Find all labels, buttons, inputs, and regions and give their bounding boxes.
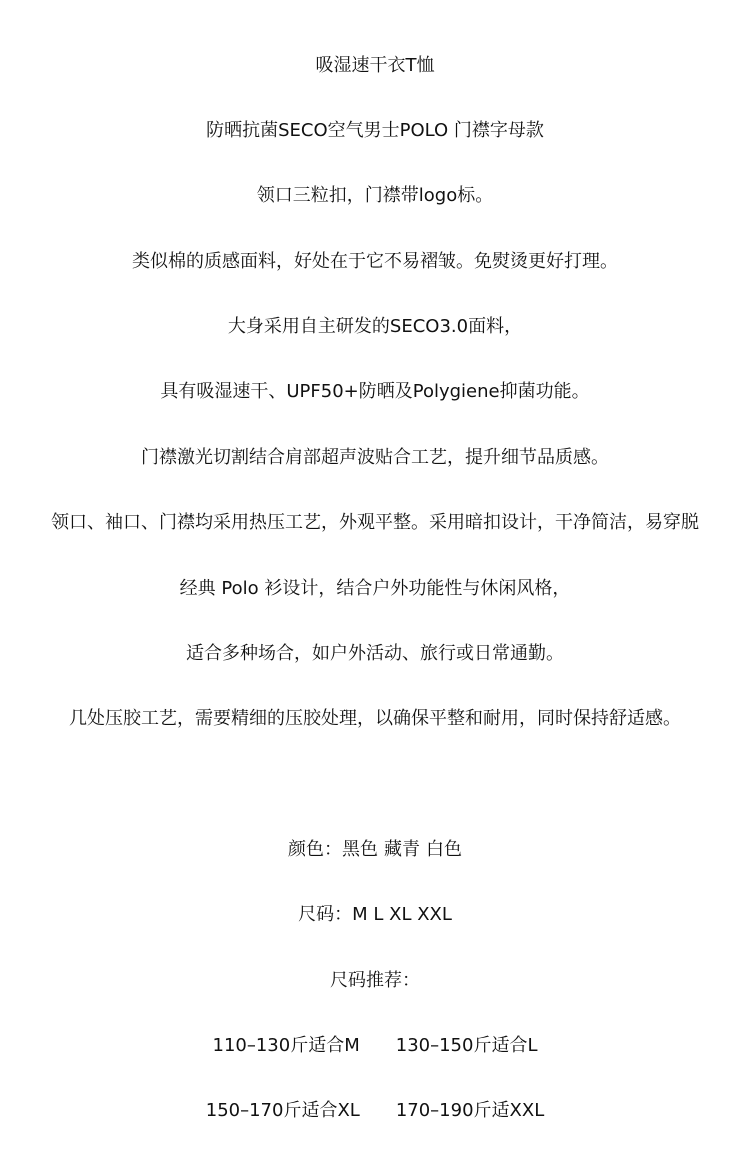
description-line: 几处压胶工艺，需要精细的压胶处理，以确保平整和耐用，同时保持舒适感。 [69,708,681,729]
description-line: 经典 Polo 衫设计，结合户外功能性与休闲风格， [179,578,571,599]
color-option: 黑色 [342,839,378,860]
size-recommendation: 150–170斤适合XL [205,1100,360,1121]
size-recommend-label: 尺码推荐： [330,970,420,991]
color-option: 白色 [426,839,462,860]
description-line: 类似棉的质感面料，好处在于它不易褶皱。免熨烫更好打理。 [132,251,618,272]
size-recommend-row [0,1034,750,1058]
size-recommendation: 130–150斤适合L [395,1035,538,1056]
size-recommendation: 170–190斤适XXL [395,1100,545,1121]
size-recommend-row [0,1099,750,1123]
size-label: 尺码： [298,904,353,925]
description-line: 大身采用自主研发的SECO3.0面料， [227,316,523,337]
color-options [0,838,750,862]
product-name: 防晒抗菌SECO空气男士POLO 门襟字母款 [206,120,544,141]
product-category-title: 吸湿速干衣T恤 [315,55,435,76]
color-option: 藏青 [384,839,420,860]
description-line: 具有吸湿速干、UPF50+防晒及Polygiene抑菌功能。 [160,381,590,402]
description-line: 领口三粒扣，门襟带logo标。 [256,185,494,206]
size-recommendation: 110–130斤适合M [212,1035,360,1056]
description-line: 适合多种场合，如户外活动、旅行或日常通勤。 [186,643,564,664]
size-values: M L XL XXL [352,904,452,925]
color-label: 颜色： [288,839,342,860]
description-line: 门襟激光切割结合肩部超声波贴合工艺，提升细节品质感。 [141,447,609,468]
description-line: 领口、袖口、门襟均采用热压工艺，外观平整。采用暗扣设计，干净简洁，易穿脱 [51,512,699,533]
size-options [0,903,750,927]
